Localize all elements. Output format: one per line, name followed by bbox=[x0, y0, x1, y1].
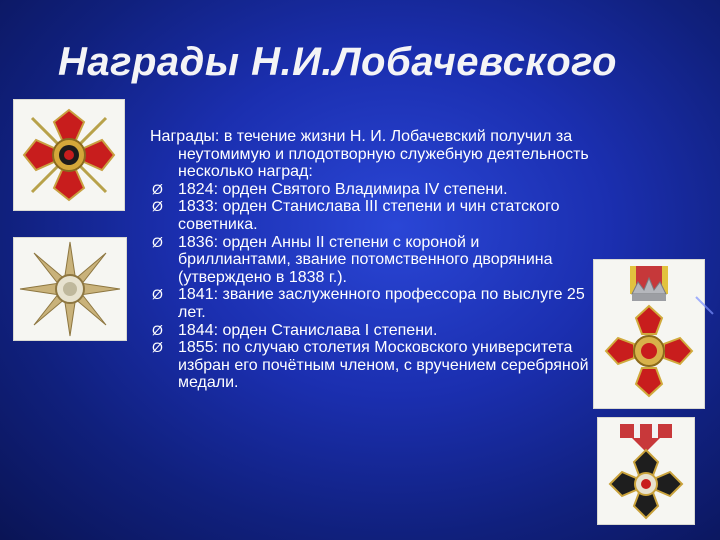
arrowhead-bullet-icon: Ø bbox=[152, 198, 163, 215]
arrowhead-bullet-icon: Ø bbox=[152, 286, 163, 303]
list-item bbox=[150, 198, 595, 233]
order-stanislaus-image bbox=[598, 418, 694, 524]
arrowhead-bullet-icon: Ø bbox=[152, 321, 163, 338]
award-text: 1836: орден Анны II степени с короной и бриллиантами, звание потомственного дворянина (утверждено в 1838 г.). bbox=[178, 233, 553, 286]
awards-intro: Награды: в течение жизни Н. И. Лобачевский получил за неутомимую и плодотворную служебную деятельность несколько наград: bbox=[150, 128, 589, 181]
award-text: 1841: звание заслуженного профессора по выслуге 25 лет. bbox=[178, 286, 585, 321]
order-stanislaus-star-photo bbox=[14, 238, 126, 340]
order-anna-photo bbox=[594, 260, 704, 408]
list-item bbox=[150, 181, 595, 199]
awards-list bbox=[150, 181, 595, 392]
list-item bbox=[150, 234, 595, 287]
slide-title: Награды Н.И.Лобачевского bbox=[58, 40, 617, 84]
arrowhead-bullet-icon: Ø bbox=[152, 180, 163, 197]
award-text: 1833: орден Станислава III степени и чин статского советника. bbox=[178, 198, 560, 233]
list-item bbox=[150, 339, 595, 392]
award-text: 1855: по случаю столетия Московского университета избран его почётным членом, с вручением серебряной медали. bbox=[178, 339, 589, 392]
list-item bbox=[150, 322, 595, 340]
order-stanislaus-photo bbox=[598, 418, 694, 524]
awards-text-block bbox=[150, 128, 595, 392]
order-vladimir-photo bbox=[14, 100, 124, 210]
order-vladimir-image bbox=[14, 100, 124, 210]
award-text: 1844: орден Станислава I степени. bbox=[178, 321, 438, 339]
arrowhead-bullet-icon: Ø bbox=[152, 233, 163, 250]
order-anna-image bbox=[594, 260, 704, 408]
arrowhead-bullet-icon: Ø bbox=[152, 339, 163, 356]
order-stanislaus-star-image bbox=[14, 238, 126, 340]
award-text: 1824: орден Святого Владимира IV степени. bbox=[178, 180, 508, 198]
list-item bbox=[150, 286, 595, 321]
